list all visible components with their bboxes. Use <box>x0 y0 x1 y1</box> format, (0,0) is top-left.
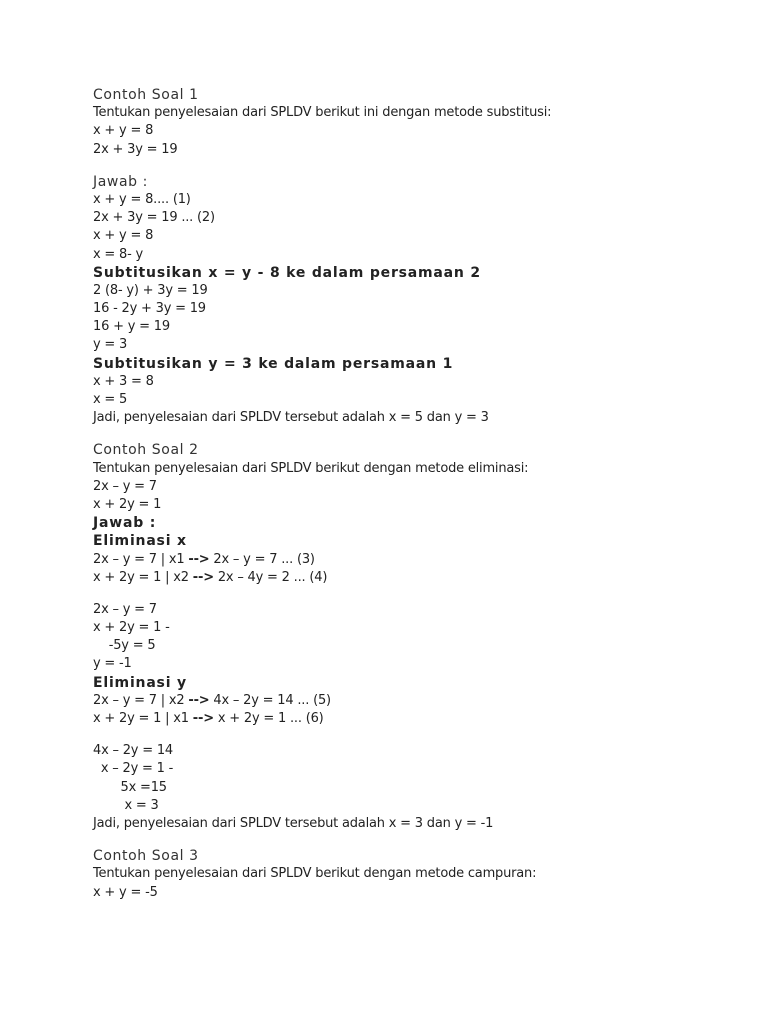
arrow: --> <box>192 711 214 726</box>
soal1-work-line: 16 + y = 19 <box>93 319 170 335</box>
soal1-prompt: Tentukan penyelesaian dari SPLDV berikut ini dengan metode substitusi: <box>93 105 552 121</box>
soal1-work-line: y = 3 <box>93 337 128 353</box>
arrow: --> <box>188 551 210 567</box>
soal3-title: Contoh Soal 3 <box>93 848 199 865</box>
soal2-elim-x-heading: Eliminasi x <box>93 533 187 550</box>
soal1-step2-heading: Subtitusikan y = 3 ke dalam persamaan 1 <box>93 355 454 372</box>
soal2-work-line: 5x =15 <box>93 779 167 795</box>
soal2-work-line: x + 2y = 1 - <box>93 620 170 636</box>
soal2-title: Contoh Soal 2 <box>93 442 199 459</box>
spacer <box>93 728 733 742</box>
soal1-work-line: 16 - 2y + 3y = 19 <box>93 301 206 317</box>
step-left: x + 2y = 1 | x2 <box>93 569 193 585</box>
soal2-work-line: 2x – y = 7 <box>93 601 157 617</box>
soal2-work-line: -5y = 5 <box>93 638 156 654</box>
soal2-elim-y-step <box>93 710 733 728</box>
soal1-jawab-label: Jawab : <box>93 173 148 190</box>
soal2-elim-x-step <box>93 551 733 569</box>
soal2-work-line: 4x – 2y = 14 <box>93 743 173 759</box>
spacer <box>93 159 733 173</box>
spacer <box>93 427 733 441</box>
soal2-jawab-label: Jawab : <box>93 515 157 532</box>
soal1-work-line: x + y = 8.... (1) <box>93 191 191 207</box>
soal1-conclusion: Jadi, penyelesaian dari SPLDV tersebut adalah x = 5 dan y = 3 <box>93 410 489 426</box>
soal1-work-line: x + y = 8 <box>93 228 154 244</box>
soal1-step1-heading: Subtitusikan x = y - 8 ke dalam persamaan 2 <box>93 264 481 281</box>
soal1-work-line: x + 3 = 8 <box>93 373 154 389</box>
soal2-elim-y-heading: Eliminasi y <box>93 674 187 691</box>
soal2-work-line: y = -1 <box>93 656 132 672</box>
spacer <box>93 587 733 601</box>
step-left: 2x – y = 7 | x1 <box>93 551 189 567</box>
soal2-equation-1: 2x – y = 7 <box>93 478 157 494</box>
arrow: --> <box>188 692 210 708</box>
soal2-elim-x-step <box>93 569 733 587</box>
step-right: x + 2y = 1 ... (6) <box>213 711 324 726</box>
spacer <box>93 833 733 847</box>
soal1-work-line: x = 8- y <box>93 246 144 262</box>
soal1-work-line: x = 5 <box>93 392 128 407</box>
arrow: --> <box>192 569 214 585</box>
soal1-work-line: 2x + 3y = 19 ... (2) <box>93 210 215 226</box>
soal1-work-line: 2 (8- y) + 3y = 19 <box>93 282 208 298</box>
step-right: 2x – y = 7 ... (3) <box>209 551 315 567</box>
step-right: 2x – 4y = 2 ... (4) <box>213 569 328 585</box>
soal1-equation-2: 2x + 3y = 19 <box>93 141 178 157</box>
soal2-conclusion: Jadi, penyelesaian dari SPLDV tersebut adalah x = 3 dan y = -1 <box>93 815 494 831</box>
soal2-prompt: Tentukan penyelesaian dari SPLDV berikut dengan metode eliminasi: <box>93 460 529 476</box>
soal2-equation-2: x + 2y = 1 <box>93 496 162 512</box>
soal2-work-line: x – 2y = 1 - <box>93 761 174 777</box>
soal1-title: Contoh Soal 1 <box>93 87 199 103</box>
document-page <box>93 86 733 902</box>
soal3-prompt: Tentukan penyelesaian dari SPLDV berikut dengan metode campuran: <box>93 866 537 882</box>
soal1-equation-1: x + y = 8 <box>93 123 154 139</box>
soal3-equation-1: x + y = -5 <box>93 884 158 900</box>
soal2-elim-y-step <box>93 692 733 710</box>
soal2-work-line: x = 3 <box>93 797 159 813</box>
step-left: x + 2y = 1 | x1 <box>93 711 193 726</box>
step-left: 2x – y = 7 | x2 <box>93 692 189 708</box>
step-right: 4x – 2y = 14 ... (5) <box>209 692 331 708</box>
